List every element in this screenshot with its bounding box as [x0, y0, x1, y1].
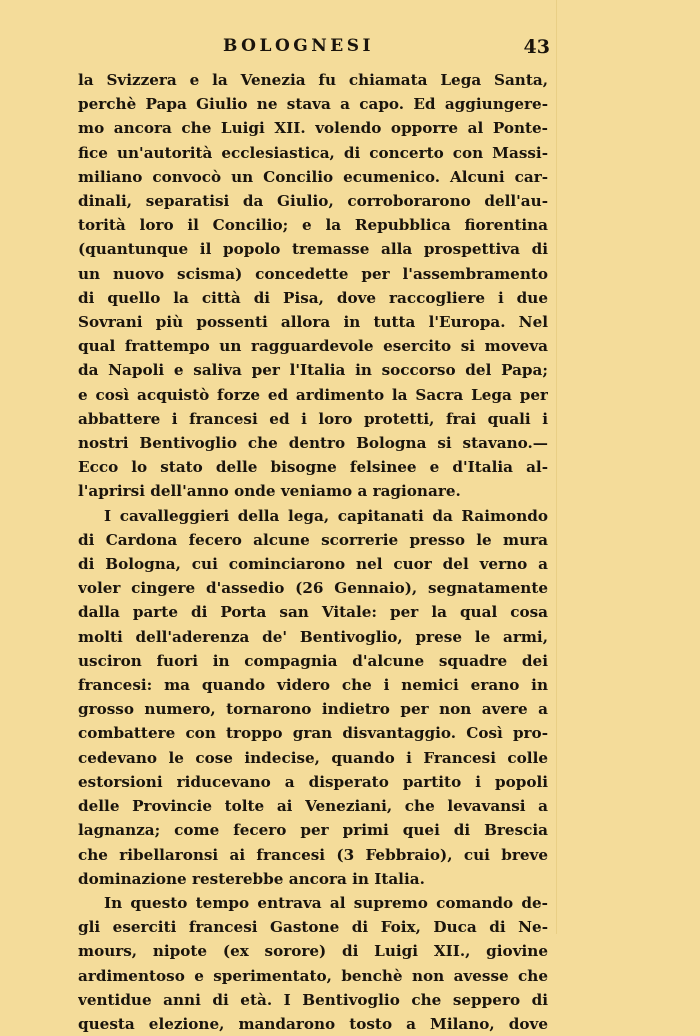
text-line: combattere con troppo gran disvantaggio. Così pro- [78, 724, 548, 743]
text-line: un nuovo scisma) concedette per l'assembramento [78, 264, 548, 283]
text-line: Sovrani più possenti allora in tutta l'Europa. Nel [78, 313, 548, 332]
text-line: questa elezione, mandarono tosto a Milano, dove [78, 1014, 548, 1033]
text-line: fice un'autorità ecclesiastica, di concerto con Massi- [78, 143, 548, 162]
text-line: mours, nipote (ex sorore) di Luigi XII., giovine [78, 942, 548, 961]
text-line: Ecco lo stato delle bisogne felsinee e d'Italia al- [78, 458, 548, 477]
text-line: nostri Bentivoglio che dentro Bologna si stavano.— [78, 434, 548, 453]
text-line: miliano convocò un Concilio ecumenico. Alcuni car- [78, 167, 548, 186]
page-number: 43 [523, 36, 550, 58]
text-line: usciron fuori in compagnia d'alcune squadre dei [78, 651, 548, 670]
text-line: la Svizzera e la Venezia fu chiamata Lega Santa, [78, 71, 548, 89]
text-line: ardimentoso e sperimentato, benchè non avesse che [78, 966, 548, 985]
page-header [78, 36, 548, 68]
text-line: gli eserciti francesi Gastone di Foix, Duca di Ne- [78, 918, 548, 937]
body-text [78, 68, 548, 1036]
text-line: e così acquistò forze ed ardimento la Sacra Lega per [78, 385, 548, 404]
text-line: di quello la città di Pisa, dove raccogliere i due [78, 288, 548, 307]
text-line: molti dell'aderenza de' Bentivoglio, prese le armi, [78, 627, 548, 646]
text-line: estorsioni riducevano a disperato partito i popoli [78, 772, 548, 791]
text-line: che ribellaronsi ai francesi (3 Febbraio), cui breve [78, 845, 548, 864]
text-line: perchè Papa Giulio ne stava a capo. Ed aggiungere- [78, 95, 548, 114]
text-line: In questo tempo entrava al supremo comando de- [104, 893, 548, 912]
text-line: I cavalleggieri della lega, capitanati da Raimondo [104, 506, 548, 525]
running-title: BOLOGNESI [223, 36, 374, 56]
text-line: dinali, separatisi da Giulio, corroborarono dell'au- [78, 192, 548, 211]
text-line: mo ancora che Luigi XII. volendo opporre al Ponte- [78, 119, 548, 138]
text-line: cedevano le cose indecise, quando i Francesi colle [78, 748, 548, 767]
text-line: voler cingere d'assedio (26 Gennaio), segnatamente [78, 579, 548, 598]
text-line: l'aprirsi dell'anno onde veniamo a ragionare. [78, 482, 461, 501]
text-line: abbattere i francesi ed i loro protetti, frai quali i [78, 409, 548, 428]
text-line: da Napoli e saliva per l'Italia in soccorso del Papa; [78, 361, 548, 380]
text-line: grosso numero, tornarono indietro per non avere a [78, 700, 548, 719]
text-line: dalla parte di Porta san Vitale: per la qual cosa [78, 603, 548, 622]
text-line: (quantunque il popolo tremasse alla prospettiva di [78, 240, 548, 259]
text-line: qual frattempo un ragguardevole esercito si moveva [78, 337, 548, 356]
text-line: di Cardona fecero alcune scorrerie presso le mura [78, 530, 548, 549]
text-line: ventidue anni di età. I Bentivoglio che seppero di [78, 990, 548, 1009]
text-line: lagnanza; come fecero per primi quei di Brescia [78, 821, 548, 840]
text-line: francesi: ma quando videro che i nemici erano in [78, 676, 548, 695]
text-line: delle Provincie tolte ai Veneziani, che levavansi a [78, 797, 548, 816]
text-line: di Bologna, cui cominciarono nel cuor del verno a [78, 555, 548, 574]
page-edge-rule [556, 0, 557, 934]
text-line: dominazione resterebbe ancora in Italia. [78, 869, 425, 888]
text-line: torità loro il Concilio; e la Repubblica fiorentina [78, 216, 548, 235]
